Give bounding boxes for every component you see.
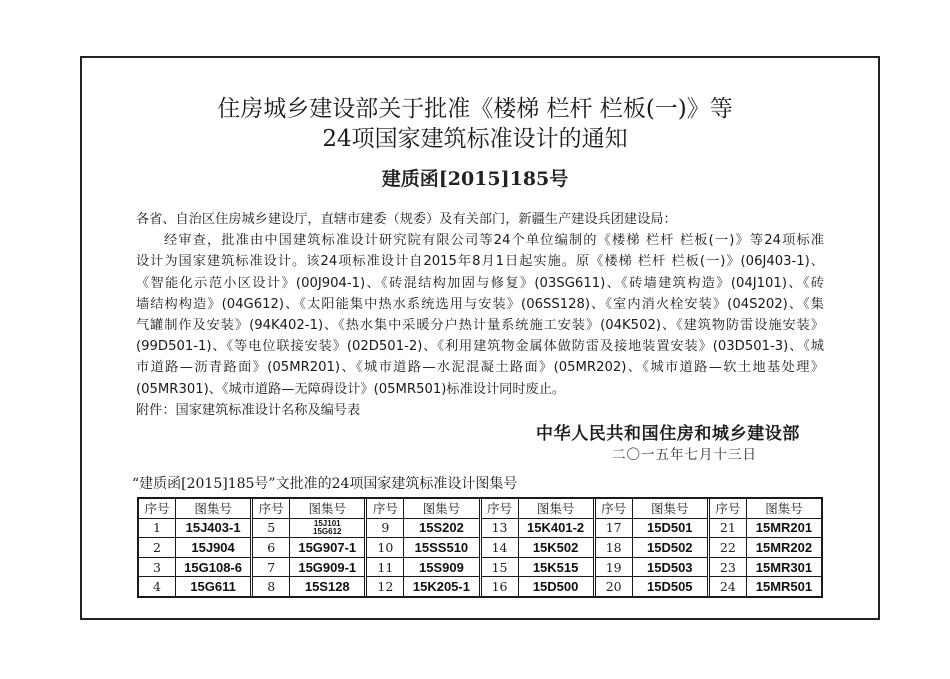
table-column-group xyxy=(596,499,710,596)
atlas-number-table xyxy=(137,497,823,598)
code-cell: 15G611 xyxy=(190,579,236,595)
table-column-group xyxy=(253,499,367,596)
code-cell: 15D500 xyxy=(532,579,579,595)
code-cell: 15G108-6 xyxy=(184,559,242,575)
header-seq: 序号 xyxy=(139,499,176,518)
header-seq: 序号 xyxy=(710,499,747,518)
seq-cell: 23 xyxy=(710,558,747,577)
body-line: 市道路—沥青路面》(05MR201)、《城市道路—水泥混凝土路面》(05MR202)、《城市道路—软土地基处理》 xyxy=(136,360,824,376)
code-cell: 15MR301 xyxy=(755,559,813,575)
code-cell: 15S202 xyxy=(419,520,464,536)
table-row xyxy=(367,558,478,578)
code-top: 15J101 xyxy=(313,518,341,528)
seq-cell: 16 xyxy=(482,577,519,596)
table-row xyxy=(710,577,821,596)
seq-cell: 14 xyxy=(482,538,519,557)
code-cell: 15D502 xyxy=(647,539,693,555)
seq-cell: 22 xyxy=(710,538,747,557)
issuing-authority: 中华人民共和国住房和城乡建设部 xyxy=(536,424,800,444)
code-cell: 15D505 xyxy=(647,579,693,595)
table-column-group xyxy=(139,499,253,596)
table-row xyxy=(710,519,821,539)
code-cell: 15K401-2 xyxy=(527,520,585,536)
seq-cell: 3 xyxy=(139,558,176,577)
header-seq: 序号 xyxy=(367,499,404,518)
table-header-row xyxy=(367,499,478,519)
body-line: 气罐制作及安装》(94K402-1)、《热水集中采暖分户热计量系统施工安装》(04K502)、《建筑物防雷设施安装》 xyxy=(136,317,824,333)
seq-cell: 12 xyxy=(367,577,404,596)
seq-cell: 13 xyxy=(482,519,519,538)
document-number: 建质函[2015]185号 xyxy=(381,168,569,190)
code-cell: 15D503 xyxy=(647,559,693,575)
notice-title-line-1: 住房城乡建设部关于批准《楼梯 栏杆 栏板(一)》等 xyxy=(217,96,733,122)
body-line: 《智能化示范小区设计》(00J904-1)、《砖混结构加固与修复》(03SG611)、《砖墙建筑构造》(04J101)、《砖 xyxy=(136,275,824,291)
table-row xyxy=(596,519,707,539)
header-seq: 序号 xyxy=(596,499,633,518)
table-column-group xyxy=(710,499,821,596)
code-cell-stacked xyxy=(290,519,364,538)
table-row xyxy=(139,538,250,558)
table-row xyxy=(253,538,364,558)
table-caption: “建质函[2015]185号”文批准的24项国家建筑标准设计图集号 xyxy=(132,476,518,492)
seq-cell: 21 xyxy=(710,519,747,538)
seq-cell: 17 xyxy=(596,519,633,538)
code-cell: 15S128 xyxy=(304,579,350,595)
body-line: 设计为国家建筑标准设计。该24项标准设计自2015年8月1日起实施。原《楼梯 栏杆 栏板(一)》(06J403-1)、 xyxy=(136,254,824,270)
table-row xyxy=(367,577,478,596)
table-row xyxy=(596,577,707,596)
code-cell: 15G907-1 xyxy=(298,539,357,555)
seq-cell: 7 xyxy=(253,558,290,577)
seq-cell: 11 xyxy=(367,558,404,577)
body-line: (05MR301)、《城市道路—无障碍设计》(05MR501)标准设计同时废止。 xyxy=(136,381,566,397)
seq-cell: 1 xyxy=(139,519,176,538)
code-cell: 15K205-1 xyxy=(412,579,470,595)
table-header-row xyxy=(482,499,593,519)
seq-cell: 18 xyxy=(596,538,633,557)
table-header-row xyxy=(596,499,707,519)
table-header-row xyxy=(139,499,250,519)
body-line: 墙结构构造》(04G612)、《太阳能集中热水系统选用与安装》(06SS128)、《室内消火栓安装》(04S202)、《集 xyxy=(136,296,824,312)
seq-cell: 4 xyxy=(139,577,176,596)
table-row xyxy=(139,558,250,578)
header-code: 图集号 xyxy=(194,501,232,517)
seq-cell: 10 xyxy=(367,538,404,557)
table-row xyxy=(482,538,593,558)
header-seq: 序号 xyxy=(253,499,290,518)
table-column-group xyxy=(367,499,481,596)
seq-cell: 6 xyxy=(253,538,290,557)
code-bottom: 15G612 xyxy=(313,526,342,536)
header-code: 图集号 xyxy=(765,501,803,517)
table-header-row xyxy=(253,499,364,519)
table-header-row xyxy=(710,499,821,519)
table-row xyxy=(253,577,364,596)
header-seq: 序号 xyxy=(482,499,519,518)
table-row xyxy=(253,558,364,578)
table-row xyxy=(482,558,593,578)
table-row xyxy=(710,558,821,578)
code-cell: 15SS510 xyxy=(414,539,469,555)
table-row xyxy=(482,577,593,596)
table-row xyxy=(367,519,478,539)
table-row xyxy=(596,558,707,578)
code-cell: 15MR201 xyxy=(755,520,813,536)
code-cell: 15J904 xyxy=(191,539,235,555)
seq-cell: 5 xyxy=(253,519,290,538)
body-line: (99D501-1)、《等电位联接安装》(02D501-2)、《利用建筑物金属体做防雷及接地装置安装》(03D501-3)、《城 xyxy=(136,339,824,355)
seq-cell: 20 xyxy=(596,577,633,596)
attachment-line: 附件：国家建筑标准设计名称及编号表 xyxy=(136,402,361,418)
seq-cell: 19 xyxy=(596,558,633,577)
code-cell: 15MR202 xyxy=(755,539,813,555)
table-row xyxy=(253,519,364,539)
table-row xyxy=(139,519,250,539)
header-code: 图集号 xyxy=(536,501,575,517)
seq-cell: 9 xyxy=(367,519,404,538)
table-row xyxy=(596,538,707,558)
code-cell: 15D501 xyxy=(647,520,693,536)
seq-cell: 8 xyxy=(253,577,290,596)
table-row xyxy=(139,577,250,596)
seq-cell: 24 xyxy=(710,577,747,596)
header-code: 图集号 xyxy=(651,501,689,517)
table-row xyxy=(482,519,593,539)
code-cell: 15K502 xyxy=(532,539,579,555)
header-code: 图集号 xyxy=(422,501,461,517)
seq-cell: 2 xyxy=(139,538,176,557)
table-row xyxy=(710,538,821,558)
header-code: 图集号 xyxy=(308,501,347,517)
notice-title-line-2: 24项国家建筑标准设计的通知 xyxy=(322,126,628,152)
body-line-addressee: 各省、自治区住房城乡建设厅，直辖市建委（规委）及有关部门，新疆生产建设兵团建设局： xyxy=(136,212,677,227)
code-cell: 15G909-1 xyxy=(298,559,357,575)
seq-cell: 15 xyxy=(482,558,519,577)
code-cell: 15S909 xyxy=(419,559,464,575)
table-row xyxy=(367,538,478,558)
body-line: 经审查，批准由中国建筑标准设计研究院有限公司等24个单位编制的《楼梯 栏杆 栏板(一)》等24项标准 xyxy=(164,233,824,249)
code-cell: 15K515 xyxy=(532,559,579,575)
issue-date: 二〇一五年七月十三日 xyxy=(612,447,757,463)
table-column-group xyxy=(482,499,596,596)
code-cell: 15MR501 xyxy=(755,579,813,595)
code-cell: 15J403-1 xyxy=(185,520,241,536)
notice-body xyxy=(136,209,824,421)
